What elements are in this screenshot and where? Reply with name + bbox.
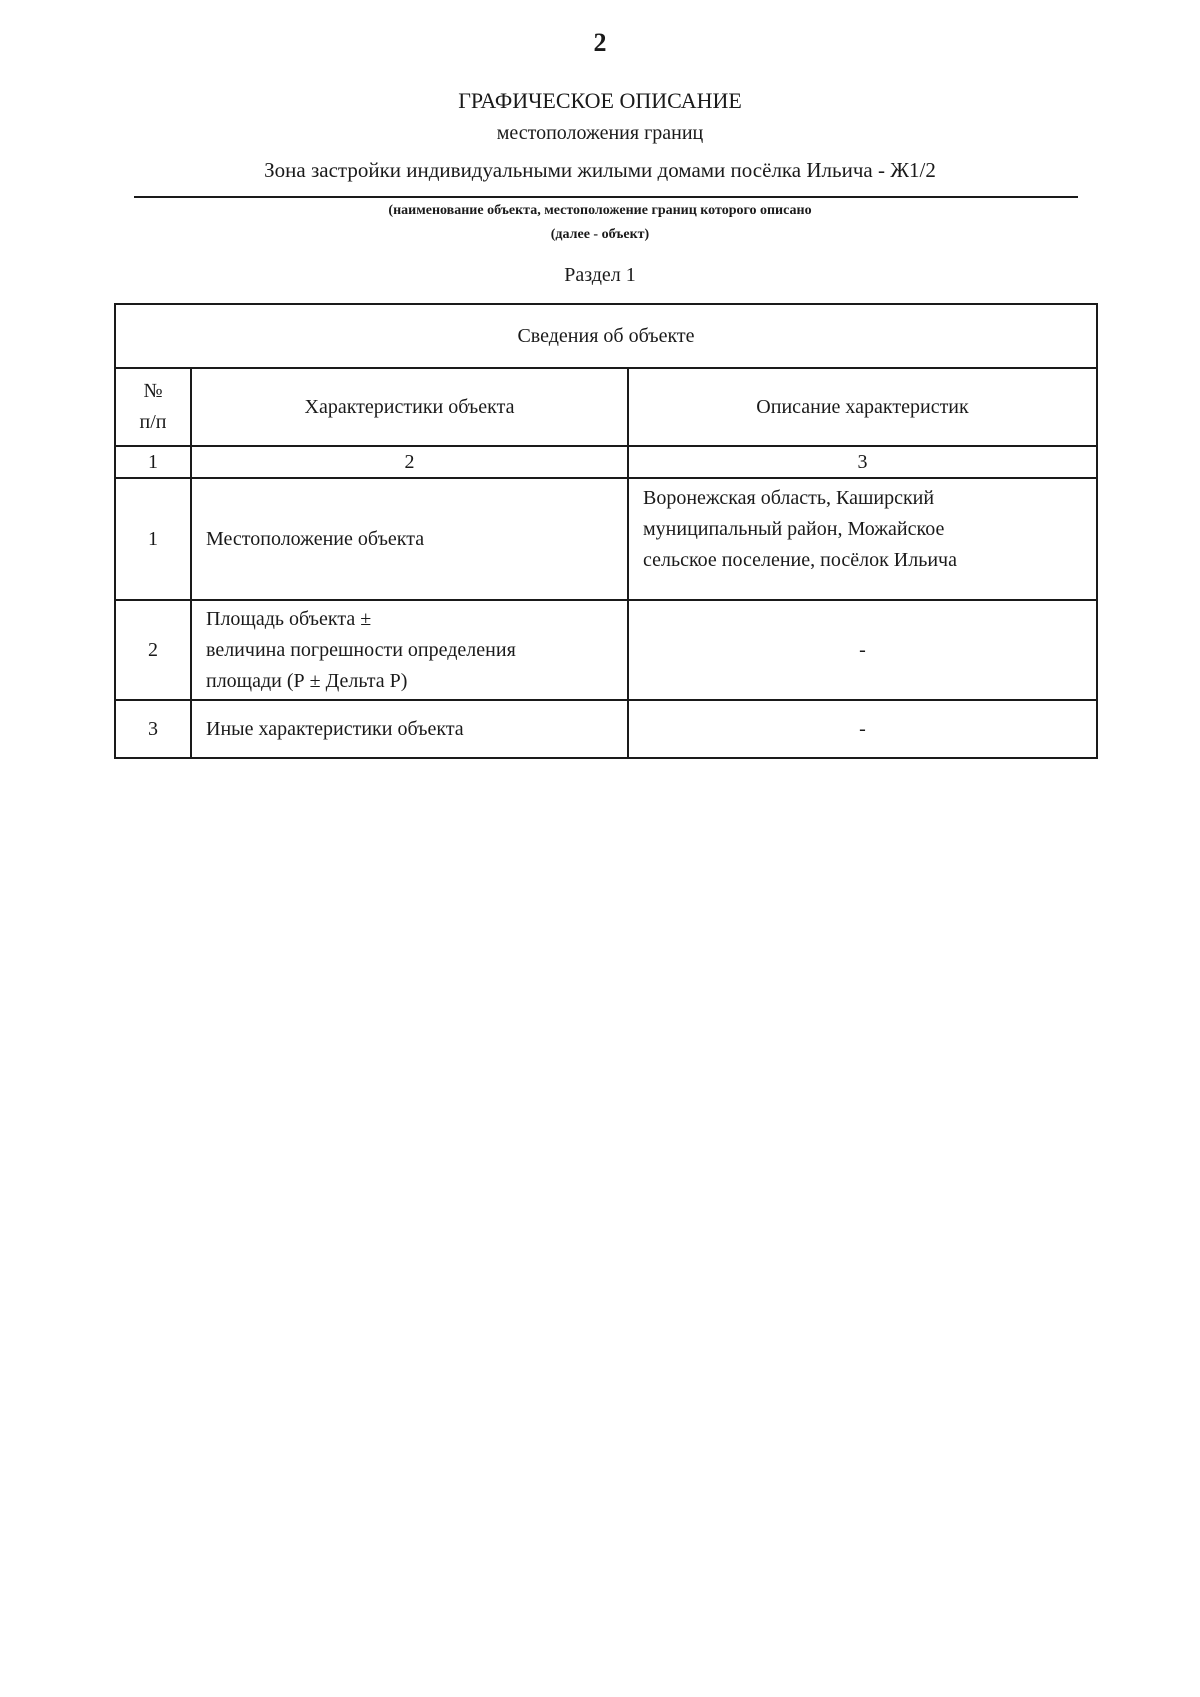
table-title: Сведения об объекте (115, 304, 1097, 368)
row-description: - (628, 700, 1097, 758)
section-label: Раздел 1 (564, 264, 636, 286)
object-name: Зона застройки индивидуальными жилыми домами посёлка Ильича - Ж1/2 (264, 158, 936, 182)
table-row (115, 478, 1097, 600)
table-row (115, 700, 1097, 758)
row-characteristic: Местоположение объекта (191, 478, 628, 600)
object-name-underline (134, 196, 1078, 198)
table-header-row (115, 368, 1097, 446)
object-caption-line-2: (далее - объект) (550, 227, 650, 242)
column-number-row (115, 446, 1097, 478)
object-caption-line-1: (наименование объекта, местоположение границ которого описано (388, 203, 812, 218)
row-number: 2 (115, 600, 191, 700)
row-characteristic: Иные характеристики объекта (191, 700, 628, 758)
row-description: - (628, 600, 1097, 700)
row-characteristic: Площадь объекта ± величина погрешности определения площади (Р ± Дельта Р) (191, 600, 628, 700)
table-title-row (115, 304, 1097, 368)
page-number: 2 (593, 28, 607, 57)
column-number-1: 1 (115, 446, 191, 478)
column-header-number: № п/п (115, 368, 191, 446)
row-number: 1 (115, 478, 191, 600)
column-number-3: 3 (628, 446, 1097, 478)
object-info-table (114, 303, 1098, 759)
column-number-2: 2 (191, 446, 628, 478)
document-subtitle: местоположения границ (496, 122, 704, 144)
row-number: 3 (115, 700, 191, 758)
table-row (115, 600, 1097, 700)
column-header-characteristic: Характеристики объекта (191, 368, 628, 446)
column-header-description: Описание характеристик (628, 368, 1097, 446)
row-description: Воронежская область, Каширский муниципальный район, Можайское сельское поселение, посёлок Ильича (628, 478, 1097, 600)
document-title: ГРАФИЧЕСКОЕ ОПИСАНИЕ (458, 88, 742, 113)
